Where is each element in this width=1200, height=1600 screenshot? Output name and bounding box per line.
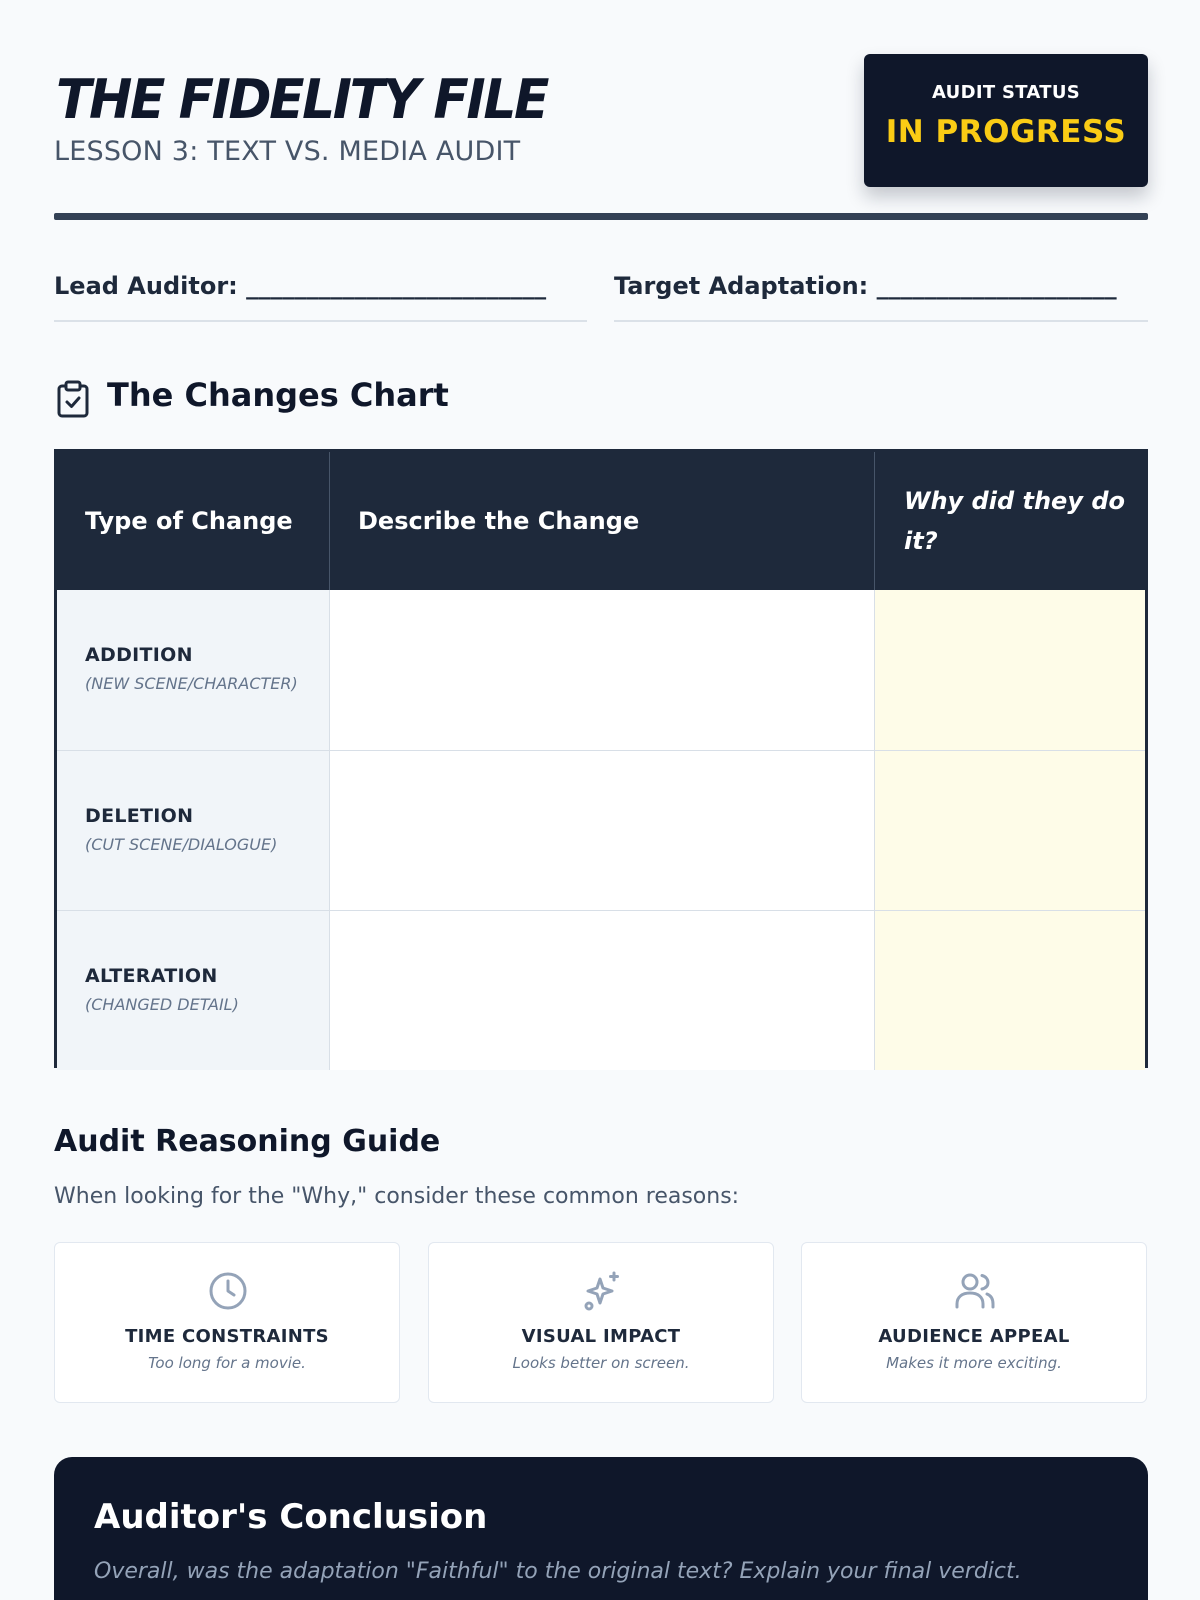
status-badge: IN PROGRESS [885,114,1127,150]
page-subtitle: LESSON 3: TEXT VS. MEDIA AUDIT [54,136,521,167]
audit-status-box [864,54,1148,187]
target-adaptation-field[interactable]: Target Adaptation: ____________________ [614,272,1148,322]
column-header-describe: Describe the Change [330,452,875,590]
reason-title: VISUAL IMPACT [521,1326,681,1347]
reason-title: AUDIENCE APPEAL [878,1326,1070,1347]
table-header [57,452,1145,590]
page-title: THE FIDELITY FILE [56,68,547,131]
change-type-label: ALTERATION [85,965,218,987]
table-row [57,750,1145,910]
lead-auditor-field[interactable]: Lead Auditor: _________________________ [54,272,587,322]
reason-card-visual [428,1242,774,1403]
conclusion-title: Auditor's Conclusion [94,1497,488,1537]
reason-card-audience [801,1242,1147,1403]
table-row [57,590,1145,750]
type-cell [57,590,330,750]
why-cell[interactable] [875,911,1145,1070]
section-title: The Changes Chart [107,376,449,414]
type-cell [57,911,330,1070]
guide-intro: When looking for the "Why," consider these common reasons: [54,1184,740,1209]
reason-desc: Makes it more exciting. [886,1354,1062,1372]
describe-change-cell[interactable] [330,911,875,1070]
change-type-hint: (CHANGED DETAIL) [85,995,239,1014]
reason-title: TIME CONSTRAINTS [125,1326,329,1347]
change-type-label: DELETION [85,805,194,827]
column-header-why: Why did they do it? [904,487,1126,555]
sparkles-icon [580,1269,624,1313]
why-cell[interactable] [875,751,1145,910]
describe-change-cell[interactable] [330,590,875,750]
table-row [57,910,1145,1070]
reason-card-time [54,1242,400,1403]
conclusion-prompt: Overall, was the adaptation "Faithful" to the original text? Explain your final verdict. [94,1559,1022,1584]
status-label: AUDIT STATUS [931,82,1080,103]
changes-chart-table [54,449,1148,1068]
column-header-type: Type of Change [57,452,330,590]
change-type-label: ADDITION [85,644,193,666]
header-divider [54,213,1148,220]
header [54,54,1148,219]
users-icon [953,1269,997,1313]
change-type-hint: (CUT SCENE/DIALOGUE) [85,835,278,854]
clock-icon [206,1269,250,1313]
guide-title: Audit Reasoning Guide [54,1124,441,1159]
why-cell[interactable] [875,590,1145,750]
reason-desc: Too long for a movie. [148,1354,306,1372]
describe-change-cell[interactable] [330,751,875,910]
change-type-hint: (NEW SCENE/CHARACTER) [85,674,298,693]
type-cell [57,751,330,910]
conclusion-panel [54,1457,1148,1600]
reason-desc: Looks better on screen. [512,1354,690,1372]
clipboard-check-icon [56,380,90,418]
